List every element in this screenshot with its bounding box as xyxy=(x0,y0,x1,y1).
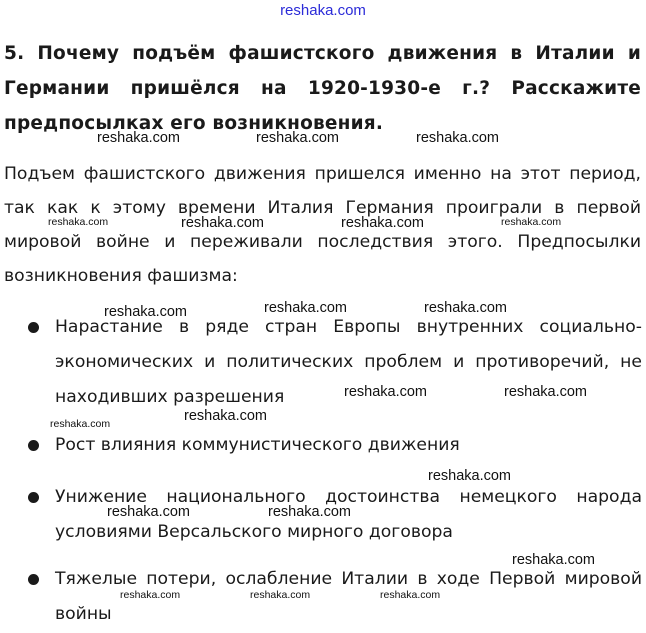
watermark: reshaka.com xyxy=(250,589,311,601)
watermark: reshaka.com xyxy=(344,384,428,400)
watermark: reshaka.com xyxy=(107,504,191,520)
watermark: reshaka.com xyxy=(256,130,340,146)
watermark: reshaka.com xyxy=(341,215,425,231)
site-header-link[interactable]: reshaka.com xyxy=(280,2,366,19)
watermark: reshaka.com xyxy=(50,418,111,430)
watermark: reshaka.com xyxy=(380,589,441,601)
watermark: reshaka.com xyxy=(504,384,588,400)
bullet-icon xyxy=(28,440,39,451)
watermark: reshaka.com xyxy=(424,300,508,316)
list-item-text: Нарастание в ряде стран Европы внутренних социально-экономических и политических проблем и противоречий, не находивших разрешения xyxy=(55,317,642,407)
watermark: reshaka.com xyxy=(120,589,181,601)
bullet-icon xyxy=(28,322,39,333)
answer-intro: Подъем фашистского движения пришелся именно на этот период, так как к этому времени Италия Германия проиграли в первой мировой войне и переживали последствия этого. Предпосылки возникновения фашизма: xyxy=(4,164,641,286)
watermark: reshaka.com xyxy=(512,552,596,568)
watermark: reshaka.com xyxy=(181,215,265,231)
watermark: reshaka.com xyxy=(104,304,188,320)
watermark: reshaka.com xyxy=(264,300,348,316)
watermark: reshaka.com xyxy=(97,130,181,146)
watermark: reshaka.com xyxy=(268,504,352,520)
watermark: reshaka.com xyxy=(428,468,512,484)
watermark: reshaka.com xyxy=(48,216,109,228)
question-heading: 5. Почему подъём фашистского движения в Италии и Германии пришёлся на 1920-1930-е г.? Расскажите предпосылках его возникновения. xyxy=(4,43,641,134)
list-item-text: Тяжелые потери, ослабление Италии в ходе Первой мировой войны xyxy=(55,569,642,624)
watermark: reshaka.com xyxy=(416,130,500,146)
bullet-icon xyxy=(28,492,39,503)
list-item-text: Рост влияния коммунистического движения xyxy=(55,435,460,455)
watermark: reshaka.com xyxy=(501,216,562,228)
bullet-icon xyxy=(28,574,39,585)
watermark: reshaka.com xyxy=(184,408,268,424)
list-item-text: Унижение национального достоинства немецкого народа условиями Версальского мирного договора xyxy=(55,487,642,542)
